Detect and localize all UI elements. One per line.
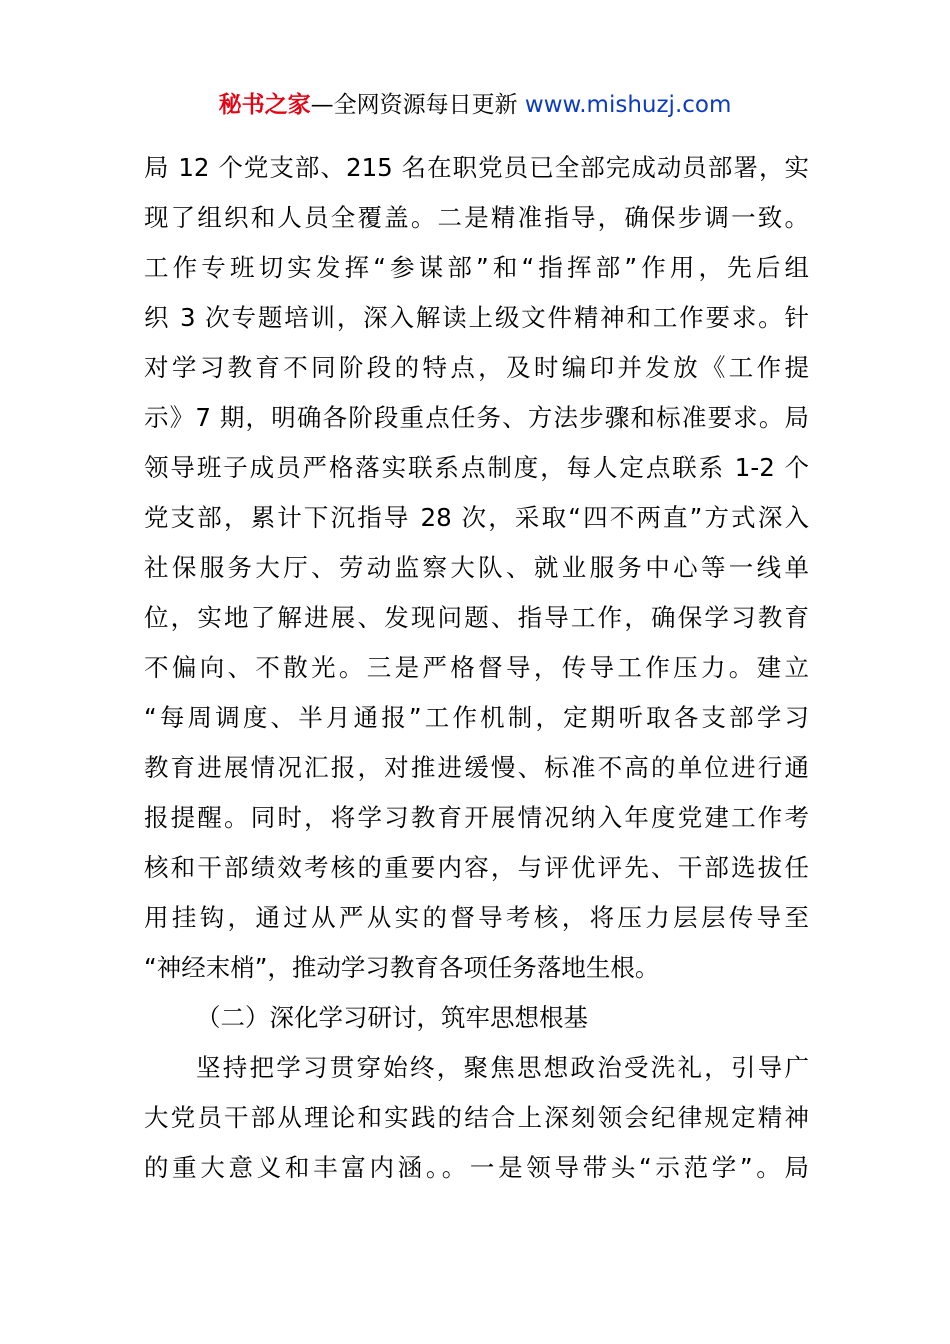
- document-body: [144, 143, 809, 1193]
- site-url[interactable]: www.mishuzj.com: [524, 92, 732, 118]
- text-line: 教育进展情况汇报，对推进缓慢、标准不高的单位进行通: [144, 753, 809, 782]
- text-line: 社保服务大厅、劳动监察大队、就业服务中心等一线单: [144, 553, 809, 582]
- text-line: 党支部，累计下沉指导 28 次，采取“四不两直”方式深入: [144, 503, 809, 532]
- text-line: 报提醒。同时，将学习教育开展情况纳入年度党建工作考: [144, 803, 809, 832]
- section-heading: （二）深化学习研讨，筑牢思想根基: [196, 1003, 588, 1032]
- text-line: 现了组织和人员全覆盖。二是精准指导，确保步调一致。: [144, 203, 809, 232]
- text-line: 的重大意义和丰富内涵。。一是领导带头“示范学”。局: [144, 1153, 809, 1182]
- site-brand: 秘书之家: [218, 92, 311, 118]
- text-line: 织 3 次专题培训，深入解读上级文件精神和工作要求。针: [144, 303, 809, 332]
- text-line: 示》7 期，明确各阶段重点任务、方法步骤和标准要求。局: [144, 403, 809, 432]
- text-line: “每周调度、半月通报”工作机制，定期听取各支部学习: [144, 703, 809, 732]
- text-line: 工作专班切实发挥“参谋部”和“指挥部”作用，先后组: [144, 253, 809, 282]
- text-line: 大党员干部从理论和实践的结合上深刻领会纪律规定精神: [144, 1103, 809, 1132]
- text-line: 用挂钩，通过从严从实的督导考核，将压力层层传导至: [144, 903, 809, 932]
- text-line: “神经末梢”，推动学习教育各项任务落地生根。: [144, 953, 660, 982]
- text-line: 对学习教育不同阶段的特点，及时编印并发放《工作提: [144, 353, 809, 382]
- text-line: 不偏向、不散光。三是严格督导，传导工作压力。建立: [144, 653, 809, 682]
- text-line: 领导班子成员严格落实联系点制度，每人定点联系 1-2 个: [144, 453, 809, 482]
- text-line: 位，实地了解进展、发现问题、指导工作，确保学习教育: [144, 603, 809, 632]
- text-line: 局 12 个党支部、215 名在职党员已全部完成动员部署，实: [144, 153, 809, 182]
- text-line: 坚持把学习贯穿始终，聚焦思想政治受洗礼，引导广: [196, 1053, 809, 1082]
- site-header: [0, 88, 950, 122]
- site-tagline: —全网资源每日更新: [310, 92, 525, 118]
- text-line: 核和干部绩效考核的重要内容，与评优评先、干部选拔任: [144, 853, 809, 882]
